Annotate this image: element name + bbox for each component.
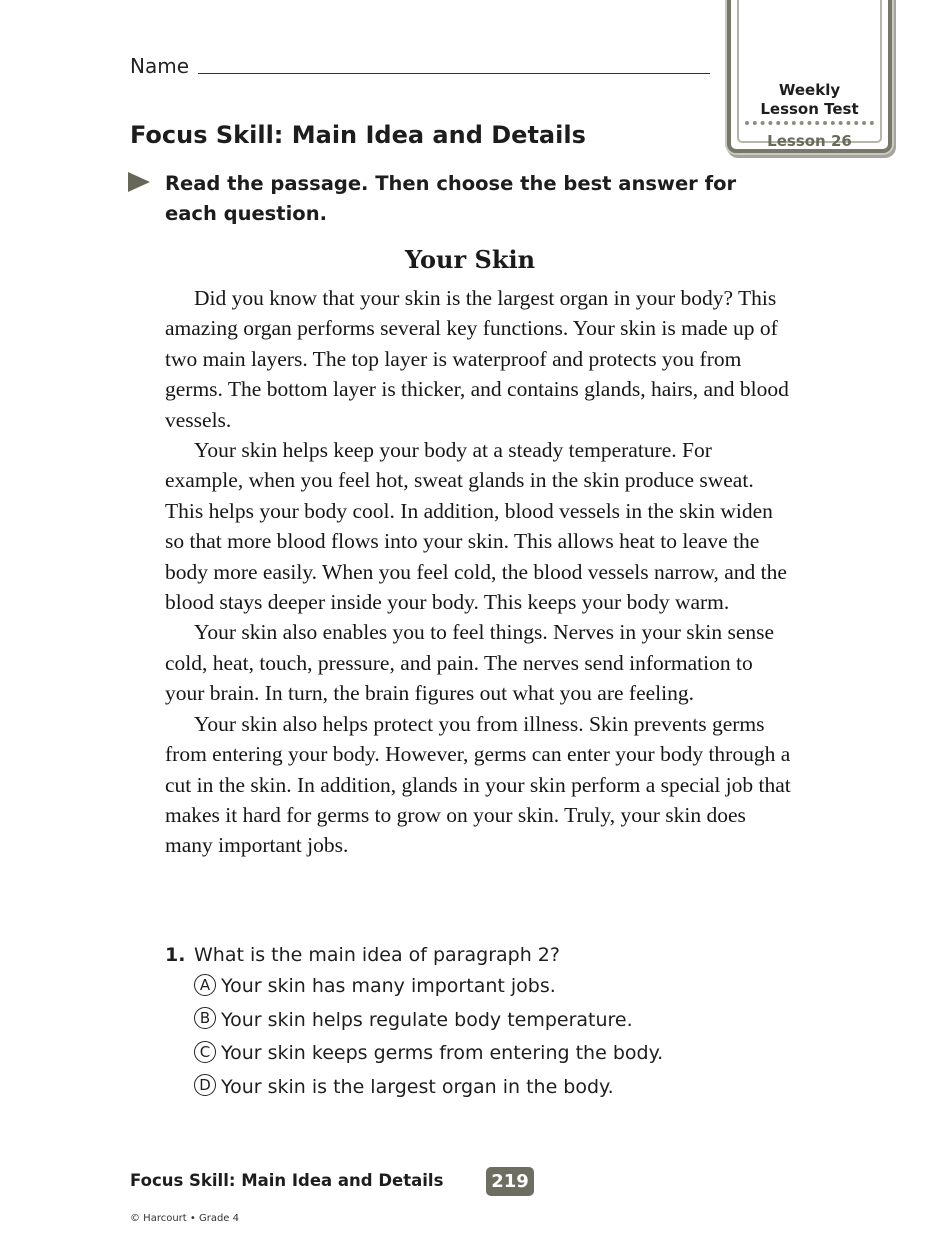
question-1 <box>165 940 765 1104</box>
weekly-lesson-test-tab <box>727 0 892 153</box>
answer-choice-a[interactable] <box>165 970 765 1004</box>
answer-text-a: Your skin has many important jobs. <box>221 975 556 997</box>
page-number-badge: 219 <box>486 1167 534 1196</box>
passage-paragraph-3: Your skin also enables you to feel things. Nerves in your skin sense cold, heat, touch, pressure, and pain. The nerves send information to your brain. In turn, the brain figures out what you are feeling. <box>165 620 775 706</box>
answer-choice-b[interactable] <box>165 1004 765 1038</box>
question-number: 1. <box>165 944 186 966</box>
answer-text-d: Your skin is the largest organ in the body. <box>221 1075 614 1098</box>
answer-bubble-b[interactable]: B <box>194 1007 216 1029</box>
tab-title <box>731 81 888 119</box>
answer-choice-c[interactable] <box>165 1037 765 1071</box>
footer-skill-title: Focus Skill: Main Idea and Details <box>130 1171 444 1190</box>
copyright: © Harcourt • Grade 4 <box>130 1213 239 1224</box>
answer-bubble-c[interactable]: C <box>194 1041 216 1063</box>
instruction-arrow-icon <box>128 172 150 192</box>
name-label: Name <box>130 54 190 78</box>
tab-title-line1: Weekly <box>778 81 841 99</box>
answer-text-c: Your skin keeps germs from entering the body. <box>221 1042 664 1064</box>
answer-text-b: Your skin helps regulate body temperature. <box>221 1008 633 1031</box>
tab-dotted-divider <box>745 121 874 125</box>
name-input-line[interactable] <box>198 73 710 74</box>
passage-paragraph-2: Your skin helps keep your body at a steady temperature. For example, when you feel hot, sweat glands in the skin produce sweat. This helps your body cool. In addition, blood vessels in the skin widen so that more blood flows into your skin. This allows heat to leave the body more easily. When you feel cold, the blood vessels narrow, and the blood stays deeper inside your body. This keeps your body warm. <box>165 438 787 615</box>
lesson-number: Lesson 26 <box>767 132 852 150</box>
passage-body <box>165 283 793 861</box>
tab-title-line2: Lesson Test <box>760 100 859 118</box>
answer-bubble-a[interactable]: A <box>194 974 216 996</box>
answer-choice-d[interactable] <box>165 1071 765 1105</box>
focus-skill-heading: Focus Skill: Main Idea and Details <box>130 121 586 149</box>
passage-title: Your Skin <box>404 245 536 274</box>
question-text: What is the main idea of paragraph 2? <box>194 944 560 966</box>
passage-paragraph-1: Did you know that your skin is the largest organ in your body? This amazing organ performs several key functions. Your skin is made up of two main layers. The top layer is waterproof and protects you from germs. The bottom layer is thicker, and contains glands, hairs, and blood vessels. <box>165 286 789 432</box>
passage-paragraph-4: Your skin also helps protect you from illness. Skin prevents germs from entering your body. However, germs can enter your body through a cut in the skin. In addition, glands in your skin perform a special job that makes it hard for germs to grow on your skin. Truly, your skin does many important jobs. <box>165 711 791 858</box>
question-stem <box>165 940 765 970</box>
answer-bubble-d[interactable]: D <box>194 1074 216 1096</box>
name-row <box>130 54 710 80</box>
instructions: Read the passage. Then choose the best answer for each question. <box>165 172 737 225</box>
